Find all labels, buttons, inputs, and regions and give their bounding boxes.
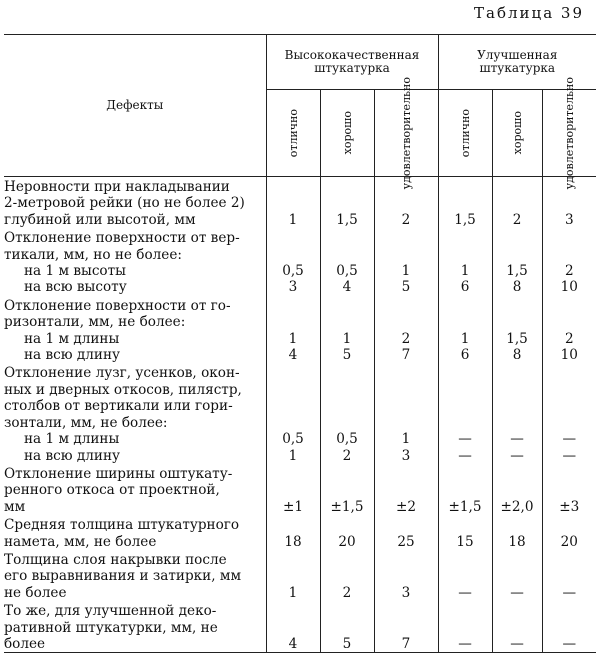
value-cell	[374, 515, 438, 550]
value-cell	[320, 177, 374, 229]
value: —	[562, 431, 577, 448]
value-cell	[266, 228, 320, 296]
defect-label	[4, 177, 266, 229]
defect-label-line: глубиной или высотой, мм	[4, 211, 196, 228]
table-row	[4, 177, 596, 229]
value: 0,5	[336, 263, 358, 280]
value: 25	[397, 533, 415, 550]
defect-label-line: его выравнивания и затирки, мм	[4, 568, 242, 585]
defect-label-line: не более	[4, 584, 67, 601]
value: 1	[342, 330, 352, 347]
value-cell	[542, 296, 596, 364]
value: —	[510, 635, 524, 652]
value: —	[510, 431, 524, 448]
defect-label-line: на 1 м высоты	[24, 263, 126, 280]
value: 6	[460, 279, 470, 296]
defect-label-line: Средняя толщина штукатурного	[4, 517, 240, 534]
value: 1	[288, 330, 298, 347]
value-cell	[542, 550, 596, 601]
table-row	[4, 515, 596, 550]
value: 4	[342, 279, 352, 296]
value: 8	[512, 347, 522, 364]
value: 10	[560, 347, 578, 364]
value: 0,5	[282, 263, 304, 280]
value: 0,5	[336, 431, 358, 448]
header-grade: отлично	[286, 108, 300, 158]
defect-label-line: Отклонение поверхности от вер-	[4, 230, 240, 247]
value: —	[562, 584, 577, 601]
defect-label-line: ренного откоса от проектной,	[4, 482, 220, 499]
defect-label	[4, 550, 266, 601]
table-row	[4, 228, 596, 296]
defect-label-line: ных и дверных откосов, пилястр,	[4, 381, 242, 398]
value: 1	[288, 584, 298, 601]
defect-label-line: намета, мм, не более	[4, 533, 157, 550]
value: —	[562, 635, 577, 652]
value-cell	[320, 601, 374, 653]
header-grade: удовлетворительно	[399, 76, 413, 190]
value: —	[510, 447, 524, 464]
value: 1,5	[506, 263, 528, 280]
value-cell	[374, 464, 438, 515]
defect-label	[4, 515, 266, 550]
table-row	[4, 363, 596, 463]
defect-label-line: Неровности при накладывании	[4, 179, 230, 195]
defect-label-line: на всю высоту	[24, 279, 127, 296]
value-cell	[542, 228, 596, 296]
value: 20	[338, 533, 356, 550]
defect-label-line: Толщина слоя накрывки после	[4, 551, 227, 568]
value-cell	[542, 464, 596, 515]
value: 4	[288, 635, 298, 652]
value-cell	[266, 177, 320, 229]
value: —	[458, 447, 472, 464]
value: 4	[288, 347, 298, 364]
header-defects: Дефекты	[4, 35, 266, 177]
value: 18	[508, 533, 526, 550]
header-grade: хорошо	[340, 111, 354, 155]
value-cell	[266, 464, 320, 515]
value: 2	[564, 330, 574, 347]
value-cell	[438, 515, 492, 550]
value: ±1,5	[330, 498, 364, 515]
value: ±3	[559, 498, 580, 515]
defect-label-line: То же, для улучшенной деко-	[4, 603, 217, 620]
value: 7	[401, 347, 411, 364]
value: —	[458, 584, 472, 601]
value: 1	[288, 447, 298, 464]
header-grade: удовлетворительно	[562, 76, 576, 190]
defect-label-line: Отклонение ширины оштукату-	[4, 465, 233, 482]
value: 1,5	[506, 330, 528, 347]
value: 0,5	[282, 431, 304, 448]
defect-label-line: на 1 м длины	[24, 330, 120, 347]
value: 2	[512, 211, 522, 228]
header-group-high-quality: Высококачественная штукатурка	[266, 35, 438, 90]
value-cell	[492, 296, 542, 364]
defect-label	[4, 363, 266, 463]
value-cell	[438, 363, 492, 463]
value-cell	[320, 296, 374, 364]
value-cell	[374, 550, 438, 601]
value: 2	[342, 584, 352, 601]
defect-label-line: на всю длину	[24, 447, 121, 464]
value: 3	[401, 584, 411, 601]
value-cell	[374, 296, 438, 364]
defect-label-line: Отклонение лузг, усенков, окон-	[4, 365, 240, 382]
defect-label-line: 2-метровой рейки (но не более 2)	[4, 195, 245, 212]
value: 1	[401, 263, 411, 280]
defect-label	[4, 228, 266, 296]
value-cell	[438, 601, 492, 653]
value: —	[458, 431, 472, 448]
value: 2	[564, 263, 574, 280]
defect-label-line: на всю длину	[24, 347, 121, 364]
value-cell	[492, 515, 542, 550]
table-row	[4, 601, 596, 653]
defect-label-line: более	[4, 635, 46, 652]
value: 2	[401, 330, 411, 347]
value-cell	[266, 601, 320, 653]
value: 1	[460, 330, 470, 347]
value-cell	[266, 515, 320, 550]
header-grade: отлично	[458, 108, 472, 158]
value-cell	[374, 601, 438, 653]
header-group-improved: Улучшенная штукатурка	[438, 35, 596, 90]
defect-label	[4, 296, 266, 364]
defect-label-line: ризонтали, мм, не более:	[4, 314, 186, 331]
value-cell	[542, 601, 596, 653]
value-cell	[492, 550, 542, 601]
value: 5	[342, 347, 352, 364]
value-cell	[320, 363, 374, 463]
value: ±2,0	[500, 498, 534, 515]
value: 1,5	[454, 211, 476, 228]
value-cell	[438, 228, 492, 296]
value: 3	[288, 279, 298, 296]
defect-label-line: на 1 м длины	[24, 431, 120, 448]
value: —	[562, 447, 577, 464]
defect-label-line: столбов от вертикали или гори-	[4, 398, 233, 415]
value: 1	[460, 263, 470, 280]
value-cell	[492, 601, 542, 653]
defect-label	[4, 601, 266, 653]
defect-label-line: зонтали, мм, не более:	[4, 414, 168, 431]
defect-label	[4, 464, 266, 515]
defects-table	[4, 34, 596, 653]
table-caption: Таблица 39	[474, 4, 584, 22]
value-cell	[492, 464, 542, 515]
value: 2	[342, 447, 352, 464]
value-cell	[492, 228, 542, 296]
value: 3	[401, 447, 411, 464]
value-cell	[438, 464, 492, 515]
value: 6	[460, 347, 470, 364]
defect-label-line: Отклонение поверхности от го-	[4, 297, 231, 314]
value-cell	[374, 228, 438, 296]
value: 1	[288, 211, 298, 228]
value-cell	[320, 228, 374, 296]
value-cell	[438, 296, 492, 364]
value: 1	[401, 431, 411, 448]
header-grade: хорошо	[510, 111, 524, 155]
value: 5	[342, 635, 352, 652]
value-cell	[374, 363, 438, 463]
value-cell	[320, 515, 374, 550]
value-cell	[438, 550, 492, 601]
value-cell	[266, 296, 320, 364]
table-row	[4, 464, 596, 515]
value: 18	[284, 533, 302, 550]
value: —	[510, 584, 524, 601]
defect-label-line: тикали, мм, но не более:	[4, 246, 182, 263]
value: ±1,5	[448, 498, 482, 515]
value-cell	[542, 363, 596, 463]
value: —	[458, 635, 472, 652]
value: 10	[560, 279, 578, 296]
value-cell	[492, 363, 542, 463]
value: 7	[401, 635, 411, 652]
value-cell	[266, 550, 320, 601]
value-cell	[320, 550, 374, 601]
defect-label-line: мм	[4, 498, 26, 515]
defect-label-line: ративной штукатурки, мм, не	[4, 619, 218, 636]
value: 20	[560, 533, 578, 550]
value-cell	[266, 363, 320, 463]
table-row	[4, 550, 596, 601]
value: 2	[401, 211, 411, 228]
value-cell	[542, 515, 596, 550]
value: 3	[564, 211, 574, 228]
value-cell	[492, 177, 542, 229]
value: 8	[512, 279, 522, 296]
value-cell	[438, 177, 492, 229]
value: 15	[456, 533, 474, 550]
value: ±2	[395, 498, 417, 515]
value: ±1	[282, 498, 304, 515]
value: 5	[401, 279, 411, 296]
value-cell	[320, 464, 374, 515]
value: 1,5	[336, 211, 358, 228]
table-row	[4, 296, 596, 364]
